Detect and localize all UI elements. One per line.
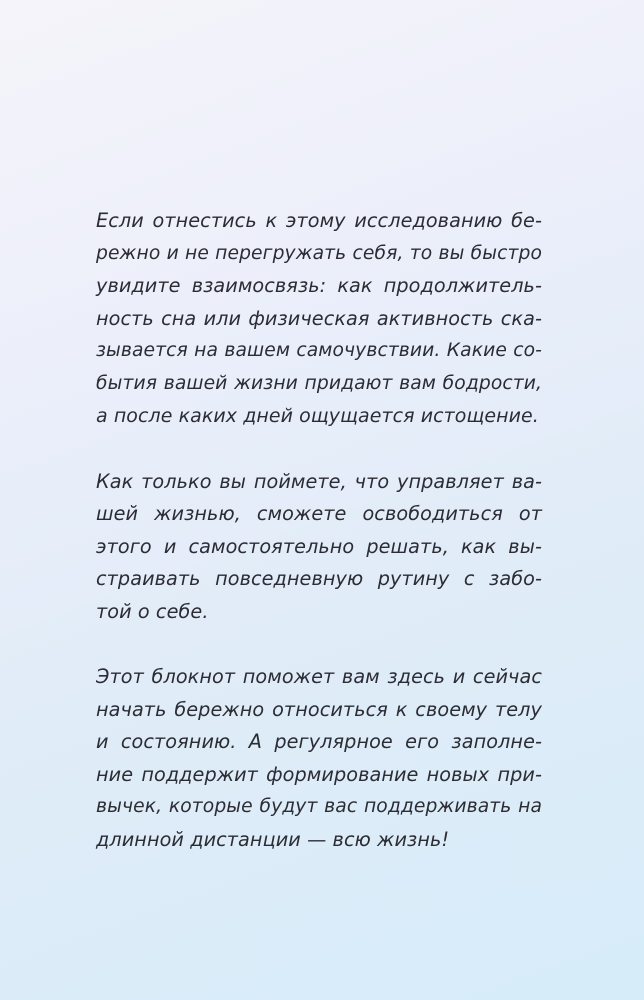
- page-text: [96, 205, 542, 856]
- text-line: бытия вашей жизни придают вам бодрости,: [96, 372, 542, 394]
- text-line: той о себе.: [96, 599, 209, 623]
- text-line: а после каких дней ощущается истощение.: [96, 405, 539, 427]
- text-line: ние поддержит формирование новых при-: [96, 762, 542, 786]
- text-line: начать бережно относиться к своему телу: [96, 697, 542, 721]
- paragraph-3: [96, 661, 542, 856]
- text-line: шей жизнью, сможете освободиться от: [96, 502, 542, 525]
- text-line: увидите взаимосвязь: как продолжитель-: [96, 274, 542, 297]
- paragraph-2: [96, 466, 542, 629]
- text-line: длинной дистанции — всю жизнь!: [96, 827, 450, 851]
- text-line: страивать повседневную рутину с забо-: [96, 567, 542, 590]
- text-line: зывается на вашем самочувствии. Какие со-: [96, 340, 542, 361]
- text-line: режно и не перегружать себя, то вы быстро: [96, 242, 542, 264]
- text-line: вычек, которые будут вас поддерживать на: [96, 796, 542, 817]
- text-line: и состоянию. А регулярное его заполне-: [96, 730, 542, 753]
- text-line: ность сна или физическая активность ска-: [96, 306, 542, 330]
- text-line: этого и самостоятельно решать, как вы-: [96, 534, 542, 558]
- text-line: Этот блокнот поможет вам здесь и сейчас: [96, 665, 542, 688]
- text-line: Как только вы поймете, что управляет ва-: [96, 469, 542, 493]
- paragraph-1: [96, 205, 542, 433]
- text-line: Если отнестись к этому исследованию бе-: [96, 209, 542, 232]
